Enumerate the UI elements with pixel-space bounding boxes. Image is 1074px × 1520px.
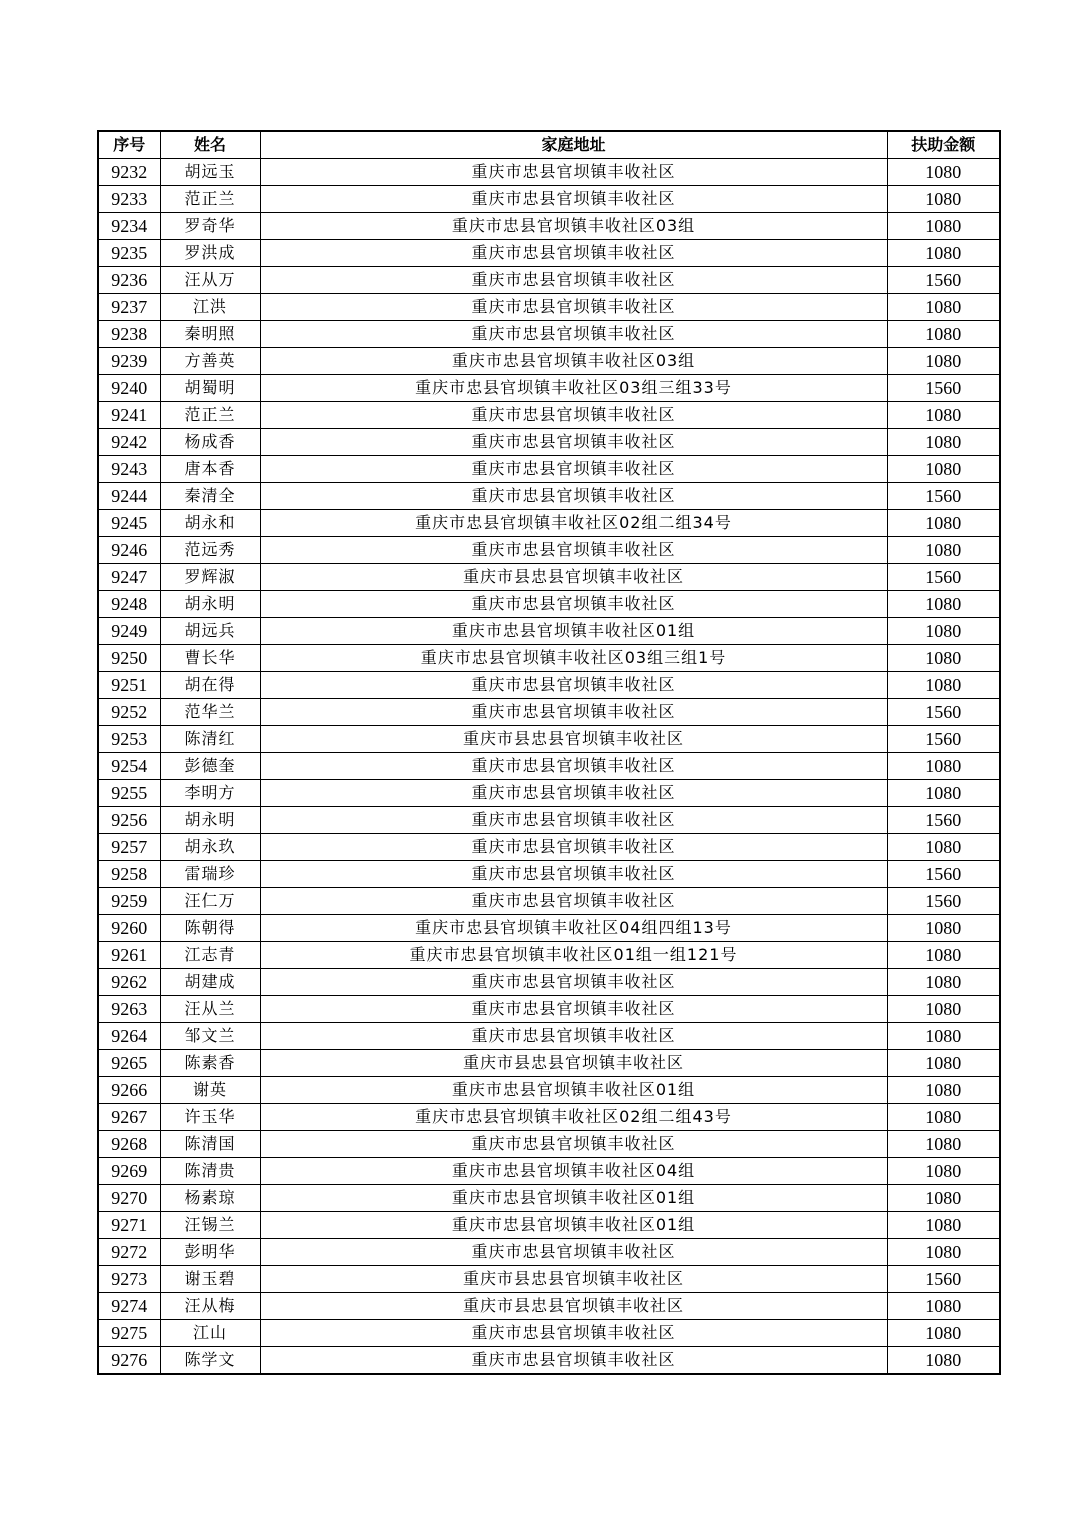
cell-name: 陈朝得 — [160, 915, 260, 942]
table-row — [98, 564, 1000, 591]
table-row — [98, 996, 1000, 1023]
cell-name: 彭德奎 — [160, 753, 260, 780]
table-row — [98, 915, 1000, 942]
table-row — [98, 591, 1000, 618]
cell-name: 方善英 — [160, 348, 260, 375]
cell-no: 9272 — [98, 1239, 160, 1266]
cell-address: 重庆市忠县官坝镇丰收社区 — [260, 996, 887, 1023]
cell-amount: 1080 — [887, 834, 1000, 861]
table-row — [98, 1131, 1000, 1158]
cell-address: 重庆市忠县官坝镇丰收社区04组 — [260, 1158, 887, 1185]
table-row — [98, 1347, 1000, 1375]
cell-address: 重庆市忠县官坝镇丰收社区03组三组33号 — [260, 375, 887, 402]
cell-address: 重庆市忠县官坝镇丰收社区 — [260, 294, 887, 321]
cell-name: 胡永和 — [160, 510, 260, 537]
table-body — [98, 159, 1000, 1375]
cell-amount: 1080 — [887, 348, 1000, 375]
cell-amount: 1080 — [887, 1293, 1000, 1320]
cell-amount: 1080 — [887, 1131, 1000, 1158]
table-row — [98, 753, 1000, 780]
table-row — [98, 645, 1000, 672]
table-row — [98, 1266, 1000, 1293]
cell-amount: 1080 — [887, 618, 1000, 645]
cell-name: 范正兰 — [160, 186, 260, 213]
cell-address: 重庆市忠县官坝镇丰收社区03组三组1号 — [260, 645, 887, 672]
cell-amount: 1560 — [887, 267, 1000, 294]
cell-name: 陈清红 — [160, 726, 260, 753]
table-row — [98, 1077, 1000, 1104]
cell-no: 9271 — [98, 1212, 160, 1239]
cell-no: 9274 — [98, 1293, 160, 1320]
cell-address: 重庆市忠县官坝镇丰收社区01组 — [260, 1077, 887, 1104]
table-row — [98, 1293, 1000, 1320]
cell-address: 重庆市忠县官坝镇丰收社区 — [260, 1239, 887, 1266]
cell-name: 汪从兰 — [160, 996, 260, 1023]
table-row — [98, 780, 1000, 807]
cell-amount: 1080 — [887, 672, 1000, 699]
cell-no: 9267 — [98, 1104, 160, 1131]
cell-amount: 1080 — [887, 645, 1000, 672]
cell-no: 9248 — [98, 591, 160, 618]
cell-name: 胡远玉 — [160, 159, 260, 186]
cell-address: 重庆市忠县官坝镇丰收社区 — [260, 537, 887, 564]
cell-amount: 1080 — [887, 969, 1000, 996]
table-row — [98, 672, 1000, 699]
table-header — [98, 131, 1000, 159]
cell-no: 9233 — [98, 186, 160, 213]
cell-amount: 1080 — [887, 1239, 1000, 1266]
cell-name: 汪从梅 — [160, 1293, 260, 1320]
cell-no: 9263 — [98, 996, 160, 1023]
cell-name: 李明方 — [160, 780, 260, 807]
table-row — [98, 348, 1000, 375]
cell-amount: 1080 — [887, 321, 1000, 348]
table-row — [98, 726, 1000, 753]
cell-amount: 1080 — [887, 510, 1000, 537]
table-row — [98, 1023, 1000, 1050]
table-row — [98, 807, 1000, 834]
cell-name: 江洪 — [160, 294, 260, 321]
cell-amount: 1080 — [887, 429, 1000, 456]
cell-name: 胡建成 — [160, 969, 260, 996]
cell-no: 9242 — [98, 429, 160, 456]
cell-name: 罗洪成 — [160, 240, 260, 267]
cell-name: 秦明照 — [160, 321, 260, 348]
table-row — [98, 1050, 1000, 1077]
cell-amount: 1080 — [887, 1347, 1000, 1375]
table-row — [98, 375, 1000, 402]
cell-address: 重庆市忠县官坝镇丰收社区 — [260, 267, 887, 294]
table-row — [98, 186, 1000, 213]
cell-no: 9247 — [98, 564, 160, 591]
cell-name: 范华兰 — [160, 699, 260, 726]
cell-address: 重庆市忠县官坝镇丰收社区 — [260, 969, 887, 996]
table-row — [98, 213, 1000, 240]
header-row — [98, 131, 1000, 159]
table-row — [98, 969, 1000, 996]
cell-no: 9244 — [98, 483, 160, 510]
cell-amount: 1080 — [887, 240, 1000, 267]
cell-name: 秦清全 — [160, 483, 260, 510]
cell-no: 9255 — [98, 780, 160, 807]
cell-amount: 1560 — [887, 699, 1000, 726]
cell-address: 重庆市忠县官坝镇丰收社区 — [260, 699, 887, 726]
cell-address: 重庆市忠县官坝镇丰收社区 — [260, 780, 887, 807]
cell-address: 重庆市县忠县官坝镇丰收社区 — [260, 564, 887, 591]
cell-no: 9236 — [98, 267, 160, 294]
cell-address: 重庆市忠县官坝镇丰收社区 — [260, 483, 887, 510]
cell-no: 9266 — [98, 1077, 160, 1104]
cell-address: 重庆市忠县官坝镇丰收社区 — [260, 753, 887, 780]
cell-amount: 1080 — [887, 537, 1000, 564]
cell-amount: 1560 — [887, 726, 1000, 753]
cell-name: 江山 — [160, 1320, 260, 1347]
cell-name: 江志青 — [160, 942, 260, 969]
cell-address: 重庆市忠县官坝镇丰收社区 — [260, 429, 887, 456]
cell-amount: 1560 — [887, 888, 1000, 915]
cell-no: 9253 — [98, 726, 160, 753]
cell-name: 曹长华 — [160, 645, 260, 672]
cell-name: 胡远兵 — [160, 618, 260, 645]
table-row — [98, 537, 1000, 564]
cell-address: 重庆市忠县官坝镇丰收社区 — [260, 888, 887, 915]
cell-address: 重庆市忠县官坝镇丰收社区 — [260, 591, 887, 618]
cell-no: 9275 — [98, 1320, 160, 1347]
cell-no: 9273 — [98, 1266, 160, 1293]
cell-no: 9245 — [98, 510, 160, 537]
cell-address: 重庆市忠县官坝镇丰收社区 — [260, 186, 887, 213]
table-row — [98, 1239, 1000, 1266]
cell-amount: 1560 — [887, 807, 1000, 834]
cell-name: 雷瑞珍 — [160, 861, 260, 888]
cell-amount: 1080 — [887, 996, 1000, 1023]
table-row — [98, 510, 1000, 537]
cell-amount: 1560 — [887, 375, 1000, 402]
cell-address: 重庆市忠县官坝镇丰收社区 — [260, 672, 887, 699]
cell-amount: 1560 — [887, 564, 1000, 591]
cell-address: 重庆市县忠县官坝镇丰收社区 — [260, 1266, 887, 1293]
cell-address: 重庆市忠县官坝镇丰收社区 — [260, 1320, 887, 1347]
table-row — [98, 402, 1000, 429]
cell-amount: 1080 — [887, 213, 1000, 240]
table-row — [98, 834, 1000, 861]
header-amount: 扶助金额 — [887, 131, 1000, 159]
cell-no: 9237 — [98, 294, 160, 321]
cell-address: 重庆市忠县官坝镇丰收社区 — [260, 1023, 887, 1050]
table-row — [98, 159, 1000, 186]
cell-address: 重庆市忠县官坝镇丰收社区04组四组13号 — [260, 915, 887, 942]
cell-name: 胡永玖 — [160, 834, 260, 861]
cell-amount: 1080 — [887, 1023, 1000, 1050]
cell-address: 重庆市县忠县官坝镇丰收社区 — [260, 1050, 887, 1077]
cell-amount: 1080 — [887, 1050, 1000, 1077]
cell-amount: 1080 — [887, 1158, 1000, 1185]
cell-address: 重庆市忠县官坝镇丰收社区 — [260, 159, 887, 186]
cell-amount: 1080 — [887, 942, 1000, 969]
cell-amount: 1560 — [887, 861, 1000, 888]
cell-amount: 1080 — [887, 753, 1000, 780]
cell-no: 9260 — [98, 915, 160, 942]
cell-no: 9234 — [98, 213, 160, 240]
cell-amount: 1080 — [887, 591, 1000, 618]
cell-address: 重庆市忠县官坝镇丰收社区01组 — [260, 618, 887, 645]
cell-address: 重庆市忠县官坝镇丰收社区01组一组121号 — [260, 942, 887, 969]
table-row — [98, 429, 1000, 456]
cell-no: 9270 — [98, 1185, 160, 1212]
cell-amount: 1080 — [887, 456, 1000, 483]
cell-name: 汪从万 — [160, 267, 260, 294]
table-row — [98, 321, 1000, 348]
cell-address: 重庆市忠县官坝镇丰收社区03组 — [260, 348, 887, 375]
table-row — [98, 1104, 1000, 1131]
cell-amount: 1080 — [887, 186, 1000, 213]
cell-address: 重庆市忠县官坝镇丰收社区 — [260, 807, 887, 834]
cell-address: 重庆市忠县官坝镇丰收社区 — [260, 321, 887, 348]
cell-address: 重庆市忠县官坝镇丰收社区03组 — [260, 213, 887, 240]
cell-no: 9265 — [98, 1050, 160, 1077]
cell-no: 9235 — [98, 240, 160, 267]
cell-name: 罗奇华 — [160, 213, 260, 240]
cell-amount: 1080 — [887, 780, 1000, 807]
cell-name: 谢玉碧 — [160, 1266, 260, 1293]
cell-no: 9256 — [98, 807, 160, 834]
cell-name: 胡永明 — [160, 591, 260, 618]
table-row — [98, 861, 1000, 888]
table-row — [98, 267, 1000, 294]
cell-name: 谢英 — [160, 1077, 260, 1104]
cell-no: 9243 — [98, 456, 160, 483]
cell-amount: 1080 — [887, 159, 1000, 186]
cell-no: 9269 — [98, 1158, 160, 1185]
cell-name: 范远秀 — [160, 537, 260, 564]
cell-name: 陈学文 — [160, 1347, 260, 1375]
cell-no: 9276 — [98, 1347, 160, 1375]
cell-amount: 1080 — [887, 1077, 1000, 1104]
cell-address: 重庆市忠县官坝镇丰收社区 — [260, 1131, 887, 1158]
cell-address: 重庆市忠县官坝镇丰收社区02组二组43号 — [260, 1104, 887, 1131]
cell-no: 9246 — [98, 537, 160, 564]
cell-no: 9238 — [98, 321, 160, 348]
cell-name: 陈清国 — [160, 1131, 260, 1158]
cell-name: 胡在得 — [160, 672, 260, 699]
cell-amount: 1080 — [887, 294, 1000, 321]
cell-name: 胡永明 — [160, 807, 260, 834]
table-row — [98, 1185, 1000, 1212]
cell-amount: 1560 — [887, 483, 1000, 510]
header-no: 序号 — [98, 131, 160, 159]
table-row — [98, 699, 1000, 726]
header-address: 家庭地址 — [260, 131, 887, 159]
cell-address: 重庆市忠县官坝镇丰收社区02组二组34号 — [260, 510, 887, 537]
table-row — [98, 240, 1000, 267]
table-row — [98, 1158, 1000, 1185]
cell-no: 9259 — [98, 888, 160, 915]
cell-no: 9254 — [98, 753, 160, 780]
cell-name: 唐本香 — [160, 456, 260, 483]
cell-name: 汪锡兰 — [160, 1212, 260, 1239]
cell-name: 杨素琼 — [160, 1185, 260, 1212]
cell-address: 重庆市忠县官坝镇丰收社区 — [260, 1347, 887, 1375]
cell-address: 重庆市忠县官坝镇丰收社区 — [260, 456, 887, 483]
cell-name: 汪仁万 — [160, 888, 260, 915]
table-row — [98, 456, 1000, 483]
cell-name: 许玉华 — [160, 1104, 260, 1131]
cell-no: 9250 — [98, 645, 160, 672]
cell-address: 重庆市忠县官坝镇丰收社区 — [260, 240, 887, 267]
cell-no: 9262 — [98, 969, 160, 996]
table-row — [98, 1212, 1000, 1239]
cell-amount: 1080 — [887, 1320, 1000, 1347]
cell-name: 胡蜀明 — [160, 375, 260, 402]
cell-address: 重庆市忠县官坝镇丰收社区01组 — [260, 1185, 887, 1212]
table-row — [98, 942, 1000, 969]
cell-address: 重庆市县忠县官坝镇丰收社区 — [260, 726, 887, 753]
cell-no: 9240 — [98, 375, 160, 402]
cell-address: 重庆市县忠县官坝镇丰收社区 — [260, 1293, 887, 1320]
table-row — [98, 483, 1000, 510]
cell-name: 彭明华 — [160, 1239, 260, 1266]
cell-address: 重庆市忠县官坝镇丰收社区 — [260, 861, 887, 888]
cell-name: 邹文兰 — [160, 1023, 260, 1050]
cell-name: 陈清贵 — [160, 1158, 260, 1185]
header-name: 姓名 — [160, 131, 260, 159]
cell-name: 范正兰 — [160, 402, 260, 429]
cell-amount: 1080 — [887, 1212, 1000, 1239]
cell-name: 罗辉淑 — [160, 564, 260, 591]
cell-no: 9257 — [98, 834, 160, 861]
cell-name: 杨成香 — [160, 429, 260, 456]
cell-amount: 1080 — [887, 1104, 1000, 1131]
cell-no: 9239 — [98, 348, 160, 375]
cell-no: 9268 — [98, 1131, 160, 1158]
table-row — [98, 888, 1000, 915]
cell-no: 9249 — [98, 618, 160, 645]
cell-no: 9252 — [98, 699, 160, 726]
assistance-table — [97, 130, 1001, 1375]
cell-amount: 1560 — [887, 1266, 1000, 1293]
cell-name: 陈素香 — [160, 1050, 260, 1077]
cell-no: 9258 — [98, 861, 160, 888]
cell-no: 9241 — [98, 402, 160, 429]
cell-address: 重庆市忠县官坝镇丰收社区01组 — [260, 1212, 887, 1239]
table-row — [98, 1320, 1000, 1347]
cell-address: 重庆市忠县官坝镇丰收社区 — [260, 834, 887, 861]
cell-no: 9232 — [98, 159, 160, 186]
cell-address: 重庆市忠县官坝镇丰收社区 — [260, 402, 887, 429]
cell-amount: 1080 — [887, 915, 1000, 942]
cell-no: 9251 — [98, 672, 160, 699]
cell-amount: 1080 — [887, 402, 1000, 429]
table-row — [98, 618, 1000, 645]
cell-amount: 1080 — [887, 1185, 1000, 1212]
table-row — [98, 294, 1000, 321]
cell-no: 9261 — [98, 942, 160, 969]
cell-no: 9264 — [98, 1023, 160, 1050]
